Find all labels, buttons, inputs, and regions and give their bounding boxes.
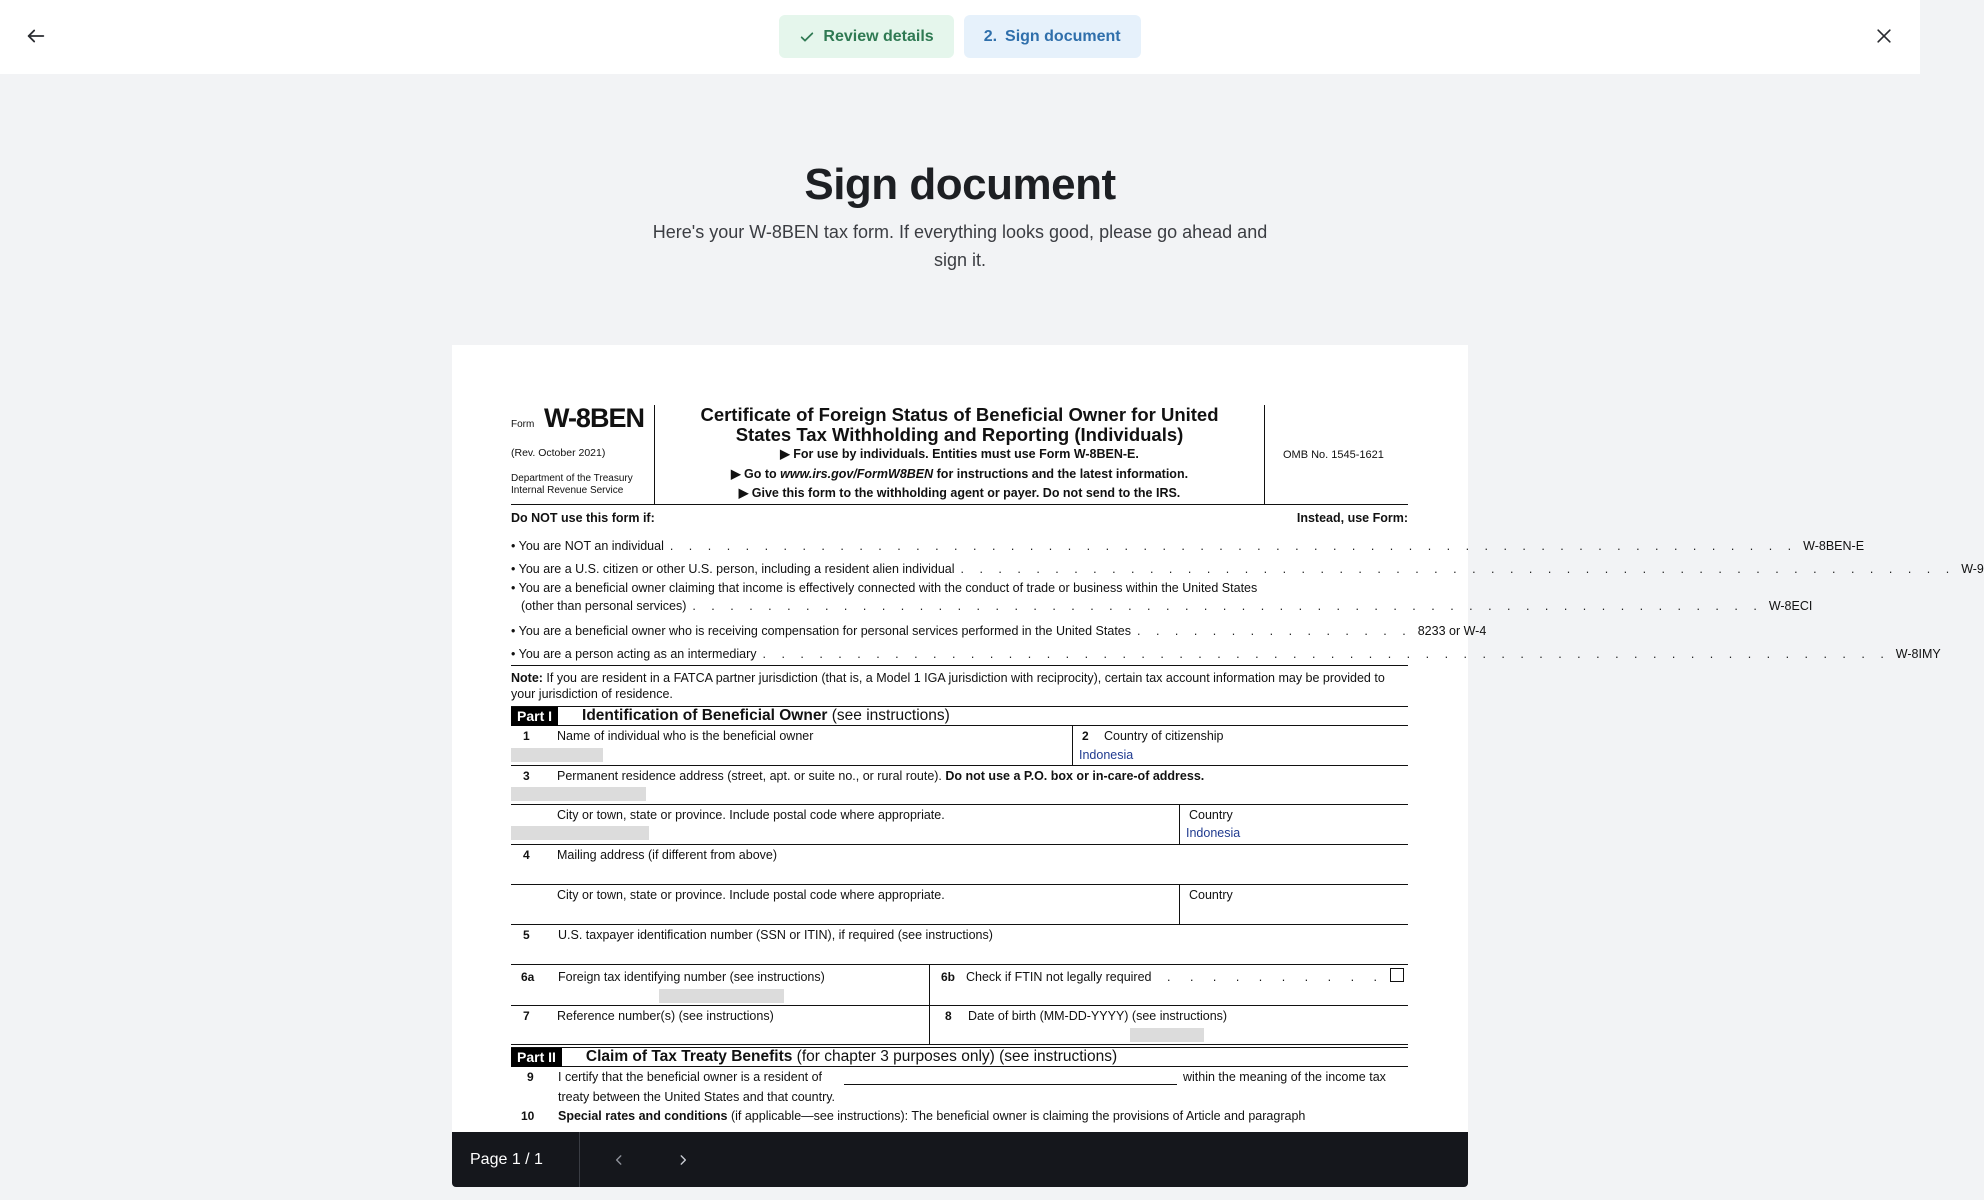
form-row-3 [511,766,1408,805]
condition-form: W-8ECI [1768,599,1813,613]
page-subtitle: Here's your W-8BEN tax form. If everything looks good, please go ahead and sign it. [652,222,1268,270]
line-label: Country [1189,808,1233,822]
line-number: 10 [521,1109,535,1123]
line-label: Mailing address (if different from above) [557,848,778,862]
close-button[interactable] [1866,18,1902,54]
form-id-block [511,405,655,505]
condition-row [511,530,1865,553]
chevron-right-icon [676,1153,690,1167]
line-label: I certify that the beneficial owner is a resident of [558,1070,823,1084]
instr-url: www.irs.gov/FormW8BEN [780,466,934,481]
country-blank[interactable] [844,1084,1177,1085]
step-number: 2. [983,27,998,45]
citizenship-value[interactable]: Indonesia [1079,748,1134,762]
w8ben-form [511,403,1984,1126]
part-title [582,707,950,725]
line-label-text: (if applicable—see instructions): The beneficial owner is claiming the provisions of Article and paragraph [727,1109,1306,1123]
form-number: W-8BEN [544,403,644,433]
instr-text: for instructions and the latest information. [933,466,1189,481]
part1-header [511,706,1408,726]
step-review-details[interactable] [779,15,953,58]
condition-form: W-9 [1961,562,1984,576]
ftin-not-required-checkbox[interactable] [1390,968,1404,982]
part2-header [511,1047,1408,1067]
line-label: Date of birth (MM-DD-YYYY) (see instructions) [968,1009,1228,1023]
top-bar [0,0,1920,74]
stepper [0,15,1920,58]
form-row-4-city [511,885,1408,925]
condition-form: W-8BEN-E [1803,539,1865,553]
line-number: 4 [523,848,530,862]
dot-leader: . . . . . . . . . . . . . . . . . . . . . . . . . . . . . . . . . . . . . . . . . . . . . . . . . . . . . . . . . . . . [762,647,1890,661]
form-department [511,473,633,497]
line-number: 7 [523,1009,530,1023]
form-omb-block [1265,405,1408,505]
line-label: treaty between the United States and that country. [558,1090,836,1104]
form-title-line: Certificate of Foreign Status of Beneficial Owner for United [700,404,1219,425]
form-row-6 [511,965,1408,1006]
line-label-text: Permanent residence address (street, apt. or suite no., or rural route). [557,769,946,783]
country-value[interactable]: Indonesia [1186,826,1241,840]
condition-text: • You are a beneficial owner who is receiving compensation for personal services performed in the United States [511,624,1131,638]
page-indicator: Page 1 / 1 [470,1151,543,1168]
part-title-text: Identification of Beneficial Owner [582,707,828,724]
note-text: If you are resident in a FATCA partner jurisdiction (that is, a Model 1 IGA jurisdiction with reciprocity), certain tax account information may be provided to your jurisdiction of residence. [511,671,1385,701]
line-number: 3 [523,769,530,783]
condition-row [511,613,1487,638]
form-row-3-city [511,805,1408,845]
part-title-suffix: (for chapter 3 purposes only) (see instructions) [792,1048,1118,1065]
step-sign-document[interactable] [964,15,1141,58]
form-row-10 [511,1106,1408,1126]
redacted-address [511,787,646,801]
do-not-use-label: Do NOT use this form if: [511,511,655,525]
line-label: Foreign tax identifying number (see instructions) [558,970,825,984]
form-row-1-2 [511,726,1408,766]
do-not-use-header [511,507,1408,530]
page-title: Sign document [804,160,1116,209]
close-icon [1874,26,1894,46]
line-label-bold: Special rates and conditions [558,1109,728,1123]
dot-leader: . . . . . . . . . . . . . . . . . . . . . . . . . . . . . . . . . . . . . . . . . . . . . . . . . . . . . . . . . [692,599,1763,613]
line-label: City or town, state or province. Include postal code where appropriate. [557,888,945,902]
condition-text: (other than personal services) [521,599,687,613]
divider [929,965,930,1005]
form-title-line: States Tax Withholding and Reporting (Individuals) [735,424,1184,445]
line-label: Check if FTIN not legally required [966,970,1152,984]
line-label: Country [1189,888,1233,902]
line-label: Name of individual who is the beneficial owner [557,729,814,743]
line-label: U.S. taxpayer identification number (SSN or ITIN), if required (see instructions) [558,928,993,942]
condition-text: • You are NOT an individual [511,539,664,553]
line-label-bold: Do not use a P.O. box or in-care-of address. [945,769,1205,783]
divider [579,1132,580,1187]
form-note [511,665,1408,702]
condition-row-cont [511,596,1813,613]
prev-page-button[interactable] [605,1146,633,1174]
line-number: 2 [1082,729,1089,743]
step-label: Sign document [1005,27,1121,45]
form-header [511,405,1408,505]
line-number: 8 [945,1009,952,1023]
form-row-9 [511,1067,1408,1087]
dot-leader: . . . . . . . . . . . . . . . . . . . . . . . . . . . . . . . . . . . . . . . . . . . . . . . . . . . . . . . . . . . . [669,539,1798,553]
instr-text: ▶ Go to [730,466,781,481]
line-label: Reference number(s) (see instructions) [557,1009,774,1023]
part-title-text: Claim of Tax Treaty Benefits [585,1048,793,1065]
condition-text: • You are a U.S. citizen or other U.S. person, including a resident alien individual [511,562,955,576]
form-title [655,405,1264,445]
divider [1179,885,1180,924]
line-label: City or town, state or province. Include postal code where appropriate. [557,808,945,822]
line-number: 5 [523,928,530,942]
line-label [558,1109,1305,1123]
dot-leader: . . . . . . . . . . . . . . . [1137,624,1412,638]
condition-row [511,553,1984,576]
line-label [557,769,1204,783]
line-label: within the meaning of the income tax [1183,1070,1386,1084]
form-row-5 [511,925,1408,965]
divider [1179,805,1180,844]
check-icon [799,29,815,45]
form-instruction [655,465,1264,485]
form-word: Form [511,419,535,430]
condition-text: • You are a person acting as an intermediary [511,647,757,661]
form-instruction: ▶ Give this form to the withholding agent or payer. Do not send to the IRS. [738,486,1181,500]
department-line: Internal Revenue Service [511,485,624,496]
part-label: Part II [511,1048,562,1067]
form-instruction: ▶ For use by individuals. Entities must use Form W-8BEN-E. [780,447,1139,461]
form-row-4 [511,845,1408,885]
instead-use-label: Instead, use Form: [1296,511,1408,525]
dot-leader: . . . . . . . . . . [1167,970,1385,984]
omb-number: OMB No. 1545-1621 [1283,449,1384,461]
next-page-button[interactable] [669,1146,697,1174]
condition-row [511,638,1941,661]
redacted-city [511,826,649,840]
form-row-7-8 [511,1006,1408,1045]
divider [1072,726,1073,765]
chevron-left-icon [612,1153,626,1167]
line-label: Country of citizenship [1104,729,1224,743]
department-line: Department of the Treasury [511,473,633,484]
line-number: 6a [521,970,535,984]
note-label: Note: [511,671,543,685]
redacted-name [511,748,603,762]
form-title-block [655,405,1265,505]
redacted-dob [1130,1028,1204,1042]
redacted-ftin [659,989,784,1003]
condition-form: 8233 or W-4 [1417,624,1487,638]
line-number: 6b [941,970,956,984]
condition-form: W-8IMY [1895,647,1941,661]
condition-row: • You are a beneficial owner claiming that income is effectively connected with the conduct of trade or business within the United States [511,581,1258,595]
dot-leader: . . . . . . . . . . . . . . . . . . . . . . . . . . . . . . . . . . . . . . . . . . . . . . . . . . . . . [960,562,1956,576]
part-label: Part I [511,707,558,726]
form-row-9-cont [511,1087,1408,1106]
page-navigator [452,1132,1468,1187]
line-number: 1 [523,729,530,743]
part-title [586,1048,1117,1066]
divider [929,1006,930,1044]
step-label: Review details [823,27,934,45]
part-title-suffix: (see instructions) [827,707,950,724]
document-viewer[interactable] [452,345,1984,1133]
form-revision: (Rev. October 2021) [511,447,606,459]
line-number: 9 [527,1070,534,1084]
